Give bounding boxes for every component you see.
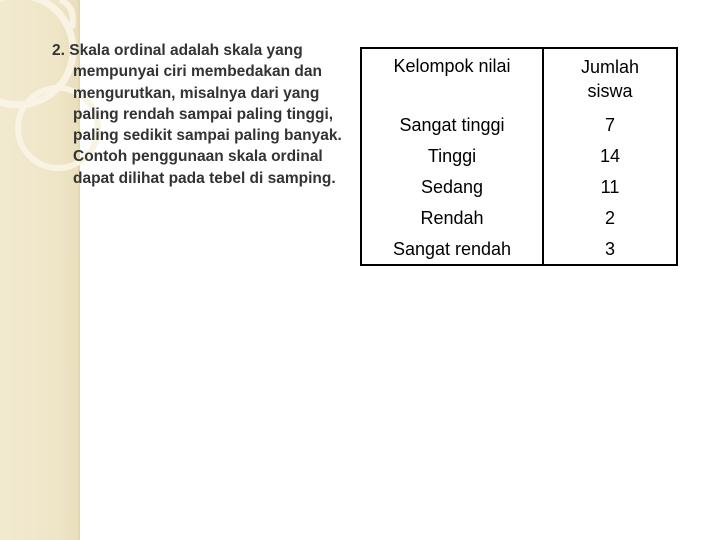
row-count: 11 [543,171,677,202]
ordinal-scale-description: 2. Skala ordinal adalah skala yang mempunyai ciri membedakan dan mengurutkan, misalnya dari yang paling rendah sampai paling tinggi, paling sedikit sampai paling banyak. Contoh penggunaan skala ordinal dapat dilihat pada tebel di samping. [52,42,342,187]
row-count: 14 [543,140,677,171]
ordinal-scale-table [360,47,678,266]
table-row [361,233,677,265]
table-row [361,171,677,202]
row-group: Tinggi [361,140,543,171]
row-group: Sangat tinggi [361,109,543,140]
table-row [361,109,677,140]
header-group: Kelompok nilai [361,48,543,109]
table-row [361,140,677,171]
row-count: 2 [543,202,677,233]
row-group: Sedang [361,171,543,202]
table-row [361,202,677,233]
header-count [543,48,677,109]
row-count: 7 [543,109,677,140]
row-group: Sangat rendah [361,233,543,265]
row-group: Rendah [361,202,543,233]
row-count: 3 [543,233,677,265]
header-count-line2: siswa [587,81,633,101]
header-count-line1: Jumlah [580,57,640,77]
table-header-row [361,48,677,109]
